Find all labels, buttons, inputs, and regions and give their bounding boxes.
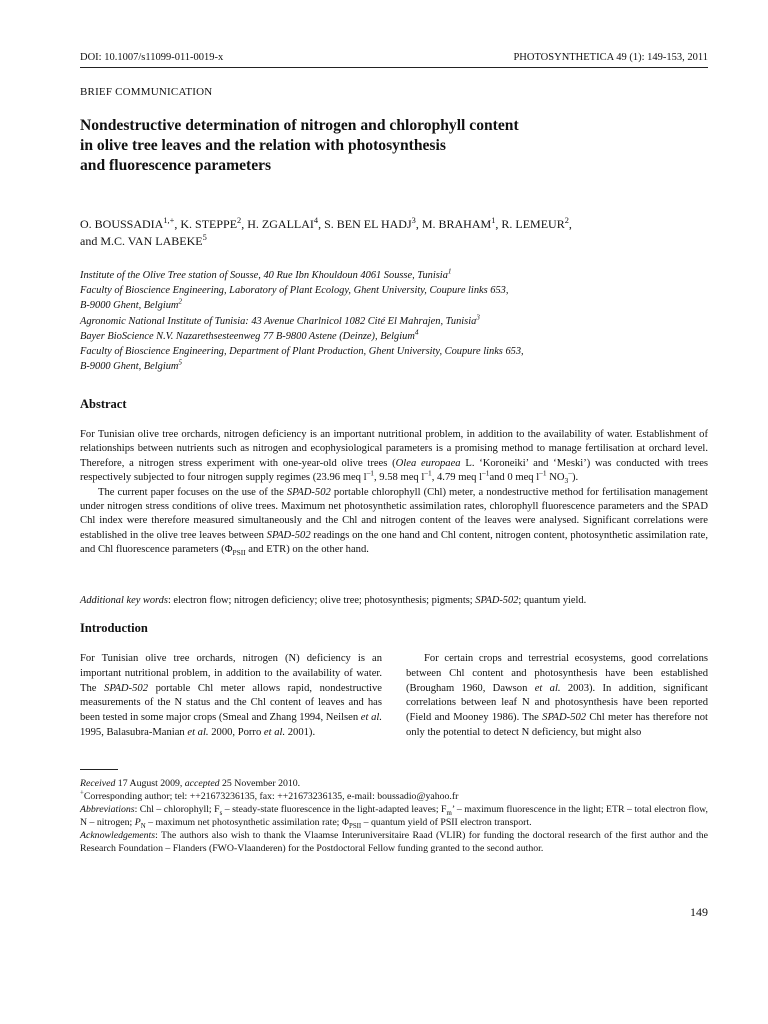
- affiliation-line: Faculty of Bioscience Engineering, Laboratory of Plant Ecology, Ghent University, Coupure links 653,: [80, 285, 509, 297]
- corresponding-author-note: +Corresponding author; tel: ++21673236135, fax: ++21673236135, e-mail: boussadio@yahoo.fr: [80, 789, 459, 803]
- footnotes: [80, 777, 708, 856]
- title-line-2: in olive tree leaves and the relation with photosynthesis: [80, 137, 446, 154]
- author-list: [80, 216, 710, 250]
- article-title: [80, 116, 680, 176]
- intro-column-right: [406, 652, 708, 741]
- article-type: BRIEF COMMUNICATION: [80, 86, 213, 98]
- author-line-1: O. $BOUSSADIA^{1,+}$, K. STEPPE$^2$, H. ZGALLAI$^4$, S. BEN EL HADJ$^3$, M. BRAHAM$^1$, R. LEMEUR$^2$,: [80, 216, 572, 231]
- footnote-rule: [80, 769, 118, 770]
- running-header: [80, 52, 708, 66]
- doi: DOI: 10.1007/s11099-011-0019-x: [80, 52, 224, 63]
- abbreviations-note: Abbreviations: Chl – chlorophyll; $F_s$ – steady-state fluorescence in the light-adapted leaves; $F_m$’ – maximum fluorescence in the light; ETR – total electron flow, N – nitrogen; $P_N$ – maximum net photosynthetic assimilation rate; $\Phi_{PSII}$ – quantum yield of PSII electron transport.: [80, 804, 708, 831]
- affiliation-line: Institute of the Olive Tree station of Sousse, 40 Rue Ibn Khouldoun 4061 Sousse, Tunisia$^1$: [80, 267, 452, 281]
- abstract-body: [80, 428, 708, 558]
- intro-paragraph: For certain crops and terrestrial ecosystems, good correlations between Chl content and photosynthesis have been established (Brougham 1960, Dawson et al. 2003). In addition, significant correlations between leaf N and photosynthesis have been reported (Field and Mooney 1986). The SPAD-502 Chl meter has therefore not only the potential to detect N deficiency, but might also: [406, 653, 709, 738]
- introduction-heading: Introduction: [80, 621, 148, 635]
- key-words: Additional key words: electron flow; nitrogen deficiency; olive tree; photosynthesis; pigments; SPAD-502; quantum yield.: [80, 595, 587, 606]
- header-rule: [80, 67, 708, 68]
- abstract-paragraph-1: For Tunisian olive tree orchards, nitrogen deficiency is an important nutritional problem, in addition to the availability of water. Establishment of relationships between nutrients such as nitrogen and ecophysiological parameters is a promising method to manage fertilisation at orchard level. Therefore, a nitrogen stress experiment with one-year-old olive trees (Olea europaea L. ‘Koroneiki’ and ‘Meski’) was conducted with trees respectively subjected to four nitrogen supply regimes (23.96 meq $l^{-1}$, 9.58 meq $l^{-1}$, 4.79 meq $l^{-1}and$ 0 meq $l^{-1}$ $NO_3^-$).: [80, 429, 709, 486]
- title-line-3: and fluorescence parameters: [80, 157, 272, 174]
- abstract-paragraph-2: The current paper focuses on the use of the SPAD-502 portable chlorophyll (Chl) meter, a nondestructive method for fertilisation management under nitrogen stress conditions of olive trees. Maximum net photosynthetic assimilation rates, chlorophyll fluorescence parameters and the SPAD Chl index were therefore measured simultaneously and the Chl and nitrogen content of the leaves were analysed. Significant correlations were established in the olive tree leaves between SPAD-502 readings on the one hand and Chl content, nitrogen content, photosynthetic assimilation rate, and Chl fluorescence parameters ($\Phi_{PSII}$ and ETR) on the other hand.: [80, 486, 708, 558]
- affiliation-line: B-9000 Ghent, Belgium$^5$: [80, 358, 183, 373]
- intro-column-left: [80, 652, 382, 741]
- journal-citation: PHOTOSYNTHETICA 49 (1): 149-153, 2011: [513, 52, 708, 63]
- affiliations: [80, 268, 710, 374]
- affiliation-line: Agronomic National Institute of Tunisia: 43 Avenue Charlnicol 1082 Cité El Mahrajen, Tunisia$^3$: [80, 313, 480, 327]
- acknowledgements-note: Acknowledgements: The authors also wish to thank the Vlaamse Interuniversitaire Raad (VLIR) for funding the doctoral research of the first author and the Research Foundation – Flanders (FWO-Vlaanderen) for the Postdoctoral Fellow funding granted to the second author.: [80, 830, 708, 855]
- affiliation-line: B-9000 Ghent, Belgium$^2$: [80, 297, 183, 312]
- title-line-1: Nondestructive determination of nitrogen and chlorophyll content: [80, 117, 519, 134]
- author-line-2: and M.C. VAN LABEKE$^5$: [80, 233, 207, 248]
- affiliation-line: Faculty of Bioscience Engineering, Department of Plant Production, Ghent University, Coupure links 653,: [80, 346, 524, 358]
- page-number: 149: [690, 905, 708, 919]
- abstract-heading: Abstract: [80, 397, 127, 411]
- received-note: Received 17 August 2009, accepted 25 November 2010.: [80, 778, 301, 789]
- affiliation-line: Bayer BioScience N.V. Nazarethsesteenweg 77 B-9800 Astene (Deinze), Belgium$^4$: [80, 328, 419, 342]
- intro-paragraph: For Tunisian olive tree orchards, nitrogen (N) deficiency is an important nutritional problem, in addition to the availability of water. The SPAD-502 portable Chl meter allows rapid, nondestructive measurements of the N status and the Chl content of leaves and has been tested in some major crops (Smeal and Zhang 1994, Neilsen et al. 1995, Balasubra-Manian et al. 2000, Porro et al. 2001).: [80, 653, 382, 738]
